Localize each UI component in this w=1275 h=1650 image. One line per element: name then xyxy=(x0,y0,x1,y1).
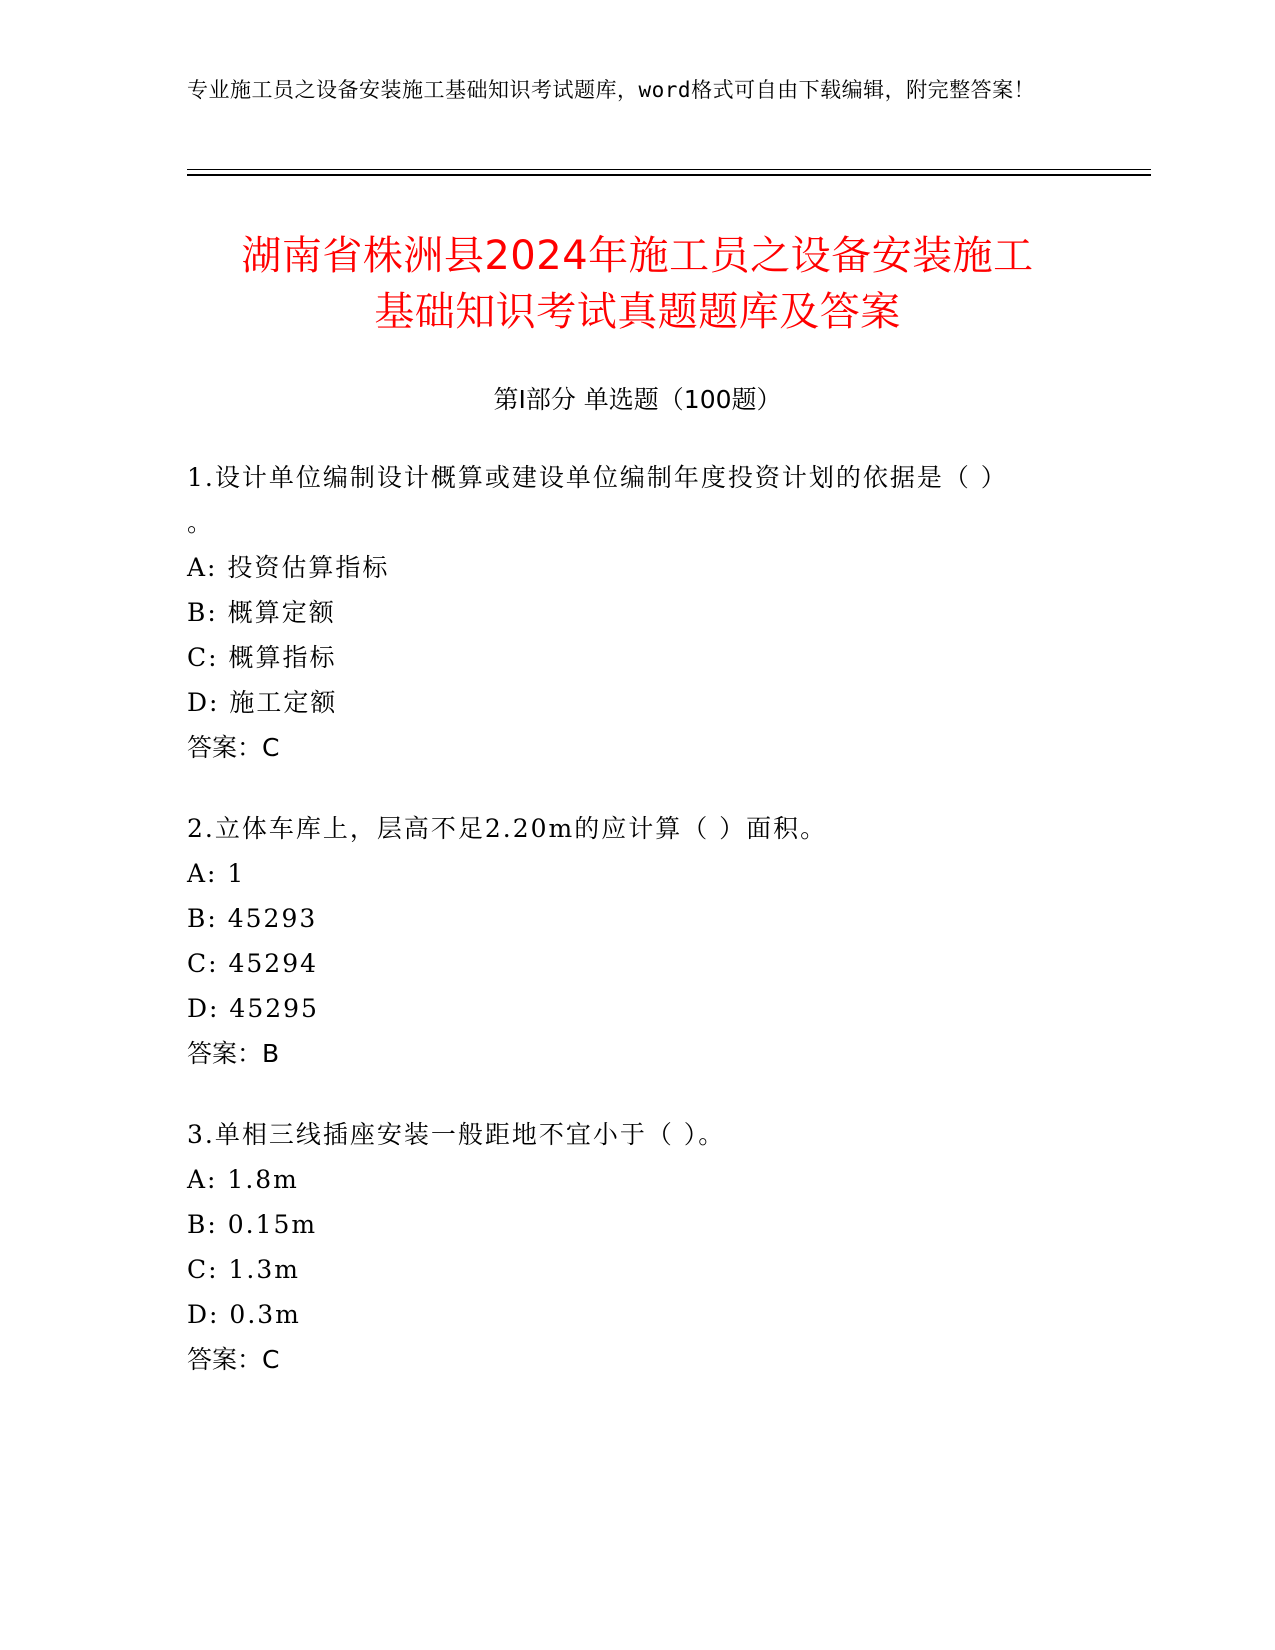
header-rule-thick xyxy=(187,174,1151,176)
option-a: A: 投资估算指标 xyxy=(187,553,390,582)
option-b: B: 45293 xyxy=(187,904,318,933)
title-line-1: 湖南省株洲县2024年施工员之设备安装施工 xyxy=(241,233,1034,279)
option-b: B: 概算定额 xyxy=(187,598,336,627)
title-line-2: 基础知识考试真题题库及答案 xyxy=(374,289,901,335)
option-a: A: 1 xyxy=(187,859,246,888)
question-stem: 1.设计单位编制设计概算或建设单位编制年度投资计划的依据是（ ） xyxy=(187,463,1008,492)
question-1 xyxy=(187,455,1087,770)
option-a: A: 1.8m xyxy=(187,1165,299,1194)
header-rule-thin xyxy=(187,169,1151,170)
section-heading: 第Ⅰ部分 单选题（100题） xyxy=(493,385,782,414)
option-c: C: 45294 xyxy=(187,949,319,978)
document-title xyxy=(150,228,1125,340)
answer: 答案：C xyxy=(187,733,280,762)
question-3 xyxy=(187,1112,1087,1382)
answer: 答案：C xyxy=(187,1345,280,1374)
option-b: B: 0.15m xyxy=(187,1210,318,1239)
option-d: D: 0.3m xyxy=(187,1300,301,1329)
answer: 答案：B xyxy=(187,1039,280,1068)
option-d: D: 45295 xyxy=(187,994,319,1023)
option-c: C: 概算指标 xyxy=(187,643,337,672)
header-note: 专业施工员之设备安装施工基础知识考试题库，word格式可自由下载编辑，附完整答案！ xyxy=(187,78,1036,102)
option-d: D: 施工定额 xyxy=(187,688,338,717)
question-stem-tail: 。 xyxy=(187,508,215,537)
question-stem: 2.立体车库上，层高不足2.20m的应计算（ ）面积。 xyxy=(187,814,828,843)
question-stem: 3.单相三线插座安装一般距地不宜小于（ ）。 xyxy=(187,1120,726,1149)
option-c: C: 1.3m xyxy=(187,1255,300,1284)
question-2 xyxy=(187,806,1087,1076)
